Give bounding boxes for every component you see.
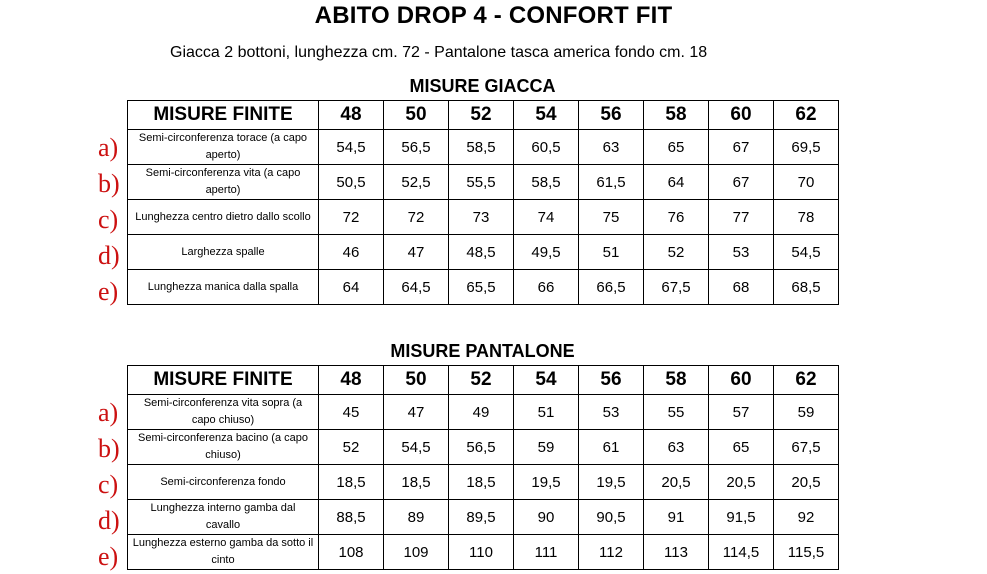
measurement-value: 51 bbox=[579, 235, 644, 270]
measurement-value: 89 bbox=[384, 500, 449, 535]
size-header: 62 bbox=[774, 101, 839, 130]
size-header: 60 bbox=[709, 101, 774, 130]
measurement-value: 64 bbox=[319, 270, 384, 305]
measurement-value: 54,5 bbox=[774, 235, 839, 270]
measurement-value: 48,5 bbox=[449, 235, 514, 270]
measurement-value: 18,5 bbox=[319, 465, 384, 500]
measurement-label: Semi-circonferenza vita (a capo aperto) bbox=[128, 165, 319, 200]
measurement-value: 53 bbox=[579, 395, 644, 430]
measurement-value: 58,5 bbox=[449, 130, 514, 165]
measurement-value: 72 bbox=[384, 200, 449, 235]
measurement-value: 76 bbox=[644, 200, 709, 235]
document-title: ABITO DROP 4 - CONFORT FIT bbox=[314, 2, 673, 29]
measurement-value: 113 bbox=[644, 535, 709, 570]
row-letter: c) bbox=[98, 470, 119, 499]
measurement-label: Semi-circonferenza torace (a capo aperto) bbox=[128, 130, 319, 165]
size-header: 60 bbox=[709, 366, 774, 395]
measurement-value: 69,5 bbox=[774, 130, 839, 165]
measurement-value: 77 bbox=[709, 200, 774, 235]
measurement-value: 74 bbox=[514, 200, 579, 235]
measurement-value: 57 bbox=[709, 395, 774, 430]
measurement-value: 19,5 bbox=[579, 465, 644, 500]
measurement-value: 68,5 bbox=[774, 270, 839, 305]
measurement-value: 61,5 bbox=[579, 165, 644, 200]
measurement-value: 63 bbox=[644, 430, 709, 465]
measurement-value: 91,5 bbox=[709, 500, 774, 535]
section-title-giacca: MISURE GIACCA bbox=[409, 76, 556, 96]
row-letter: a) bbox=[98, 133, 119, 162]
measurement-value: 20,5 bbox=[774, 465, 839, 500]
measurement-value: 90,5 bbox=[579, 500, 644, 535]
measurement-value: 111 bbox=[514, 535, 579, 570]
table-row bbox=[128, 270, 839, 305]
section-title-pantalone: MISURE PANTALONE bbox=[390, 341, 575, 361]
measurement-value: 61 bbox=[579, 430, 644, 465]
size-header: 62 bbox=[774, 366, 839, 395]
measurement-value: 46 bbox=[319, 235, 384, 270]
table-row bbox=[128, 465, 839, 500]
row-letter: b) bbox=[98, 169, 120, 198]
size-header: 52 bbox=[449, 366, 514, 395]
measurement-value: 91 bbox=[644, 500, 709, 535]
measurement-value: 60,5 bbox=[514, 130, 579, 165]
measurement-value: 47 bbox=[384, 395, 449, 430]
table-row bbox=[128, 500, 839, 535]
measurement-value: 20,5 bbox=[644, 465, 709, 500]
size-header: 48 bbox=[319, 101, 384, 130]
measurement-value: 56,5 bbox=[449, 430, 514, 465]
measurement-value: 67,5 bbox=[644, 270, 709, 305]
measurement-value: 109 bbox=[384, 535, 449, 570]
table-misure-giacca bbox=[127, 100, 839, 305]
measurement-value: 65 bbox=[644, 130, 709, 165]
measurement-label: Semi-circonferenza bacino (a capo chiuso) bbox=[128, 430, 319, 465]
header-label: MISURE FINITE bbox=[128, 366, 319, 395]
measurement-value: 65,5 bbox=[449, 270, 514, 305]
measurement-value: 92 bbox=[774, 500, 839, 535]
document-subtitle: Giacca 2 bottoni, lunghezza cm. 72 - Pantalone tasca america fondo cm. 18 bbox=[170, 44, 708, 61]
measurement-value: 59 bbox=[774, 395, 839, 430]
row-letter: a) bbox=[98, 398, 119, 427]
measurement-value: 78 bbox=[774, 200, 839, 235]
measurement-value: 18,5 bbox=[449, 465, 514, 500]
measurement-value: 73 bbox=[449, 200, 514, 235]
measurement-value: 88,5 bbox=[319, 500, 384, 535]
size-header: 54 bbox=[514, 101, 579, 130]
measurement-value: 108 bbox=[319, 535, 384, 570]
table-header-row bbox=[128, 101, 839, 130]
measurement-value: 89,5 bbox=[449, 500, 514, 535]
size-header: 58 bbox=[644, 366, 709, 395]
row-letter: b) bbox=[98, 434, 120, 463]
measurement-label: Lunghezza manica dalla spalla bbox=[128, 270, 319, 305]
table-header-row bbox=[128, 366, 839, 395]
measurement-value: 90 bbox=[514, 500, 579, 535]
size-header: 50 bbox=[384, 101, 449, 130]
table-row bbox=[128, 130, 839, 165]
measurement-value: 65 bbox=[709, 430, 774, 465]
measurement-label: Larghezza spalle bbox=[128, 235, 319, 270]
measurement-label: Lunghezza interno gamba dal cavallo bbox=[128, 500, 319, 535]
measurement-value: 56,5 bbox=[384, 130, 449, 165]
measurement-value: 52 bbox=[319, 430, 384, 465]
table-misure-pantalone bbox=[127, 365, 839, 570]
table-row bbox=[128, 200, 839, 235]
measurement-value: 114,5 bbox=[709, 535, 774, 570]
measurement-value: 19,5 bbox=[514, 465, 579, 500]
measurement-value: 55 bbox=[644, 395, 709, 430]
measurement-value: 63 bbox=[579, 130, 644, 165]
table-row bbox=[128, 395, 839, 430]
table-row bbox=[128, 165, 839, 200]
measurement-value: 110 bbox=[449, 535, 514, 570]
measurement-label: Semi-circonferenza vita sopra (a capo chiuso) bbox=[128, 395, 319, 430]
row-letter: c) bbox=[98, 205, 119, 234]
measurement-value: 52,5 bbox=[384, 165, 449, 200]
table-row bbox=[128, 535, 839, 570]
size-header: 50 bbox=[384, 366, 449, 395]
measurement-value: 67 bbox=[709, 130, 774, 165]
measurement-value: 67 bbox=[709, 165, 774, 200]
measurement-value: 68 bbox=[709, 270, 774, 305]
measurement-value: 55,5 bbox=[449, 165, 514, 200]
size-header: 48 bbox=[319, 366, 384, 395]
measurement-label: Lunghezza esterno gamba da sotto il cinto bbox=[128, 535, 319, 570]
table-row bbox=[128, 235, 839, 270]
measurement-value: 49 bbox=[449, 395, 514, 430]
size-header: 58 bbox=[644, 101, 709, 130]
measurement-value: 20,5 bbox=[709, 465, 774, 500]
measurement-value: 115,5 bbox=[774, 535, 839, 570]
measurement-label: Lunghezza centro dietro dallo scollo bbox=[128, 200, 319, 235]
measurement-value: 50,5 bbox=[319, 165, 384, 200]
measurement-value: 64 bbox=[644, 165, 709, 200]
measurement-value: 45 bbox=[319, 395, 384, 430]
size-header: 56 bbox=[579, 101, 644, 130]
measurement-value: 66 bbox=[514, 270, 579, 305]
measurement-value: 67,5 bbox=[774, 430, 839, 465]
measurement-value: 112 bbox=[579, 535, 644, 570]
measurement-value: 53 bbox=[709, 235, 774, 270]
measurement-value: 49,5 bbox=[514, 235, 579, 270]
measurement-value: 64,5 bbox=[384, 270, 449, 305]
row-letter: e) bbox=[98, 542, 119, 571]
measurement-value: 54,5 bbox=[319, 130, 384, 165]
measurement-value: 51 bbox=[514, 395, 579, 430]
row-letter: d) bbox=[98, 506, 120, 535]
measurement-value: 58,5 bbox=[514, 165, 579, 200]
measurement-label: Semi-circonferenza fondo bbox=[128, 465, 319, 500]
table-row bbox=[128, 430, 839, 465]
size-header: 54 bbox=[514, 366, 579, 395]
measurement-value: 66,5 bbox=[579, 270, 644, 305]
header-label: MISURE FINITE bbox=[128, 101, 319, 130]
size-header: 56 bbox=[579, 366, 644, 395]
measurement-value: 72 bbox=[319, 200, 384, 235]
measurement-value: 70 bbox=[774, 165, 839, 200]
measurement-value: 47 bbox=[384, 235, 449, 270]
row-letter: e) bbox=[98, 277, 119, 306]
measurement-value: 59 bbox=[514, 430, 579, 465]
size-header: 52 bbox=[449, 101, 514, 130]
row-letter: d) bbox=[98, 241, 120, 270]
measurement-value: 18,5 bbox=[384, 465, 449, 500]
measurement-value: 54,5 bbox=[384, 430, 449, 465]
measurement-value: 75 bbox=[579, 200, 644, 235]
measurement-value: 52 bbox=[644, 235, 709, 270]
